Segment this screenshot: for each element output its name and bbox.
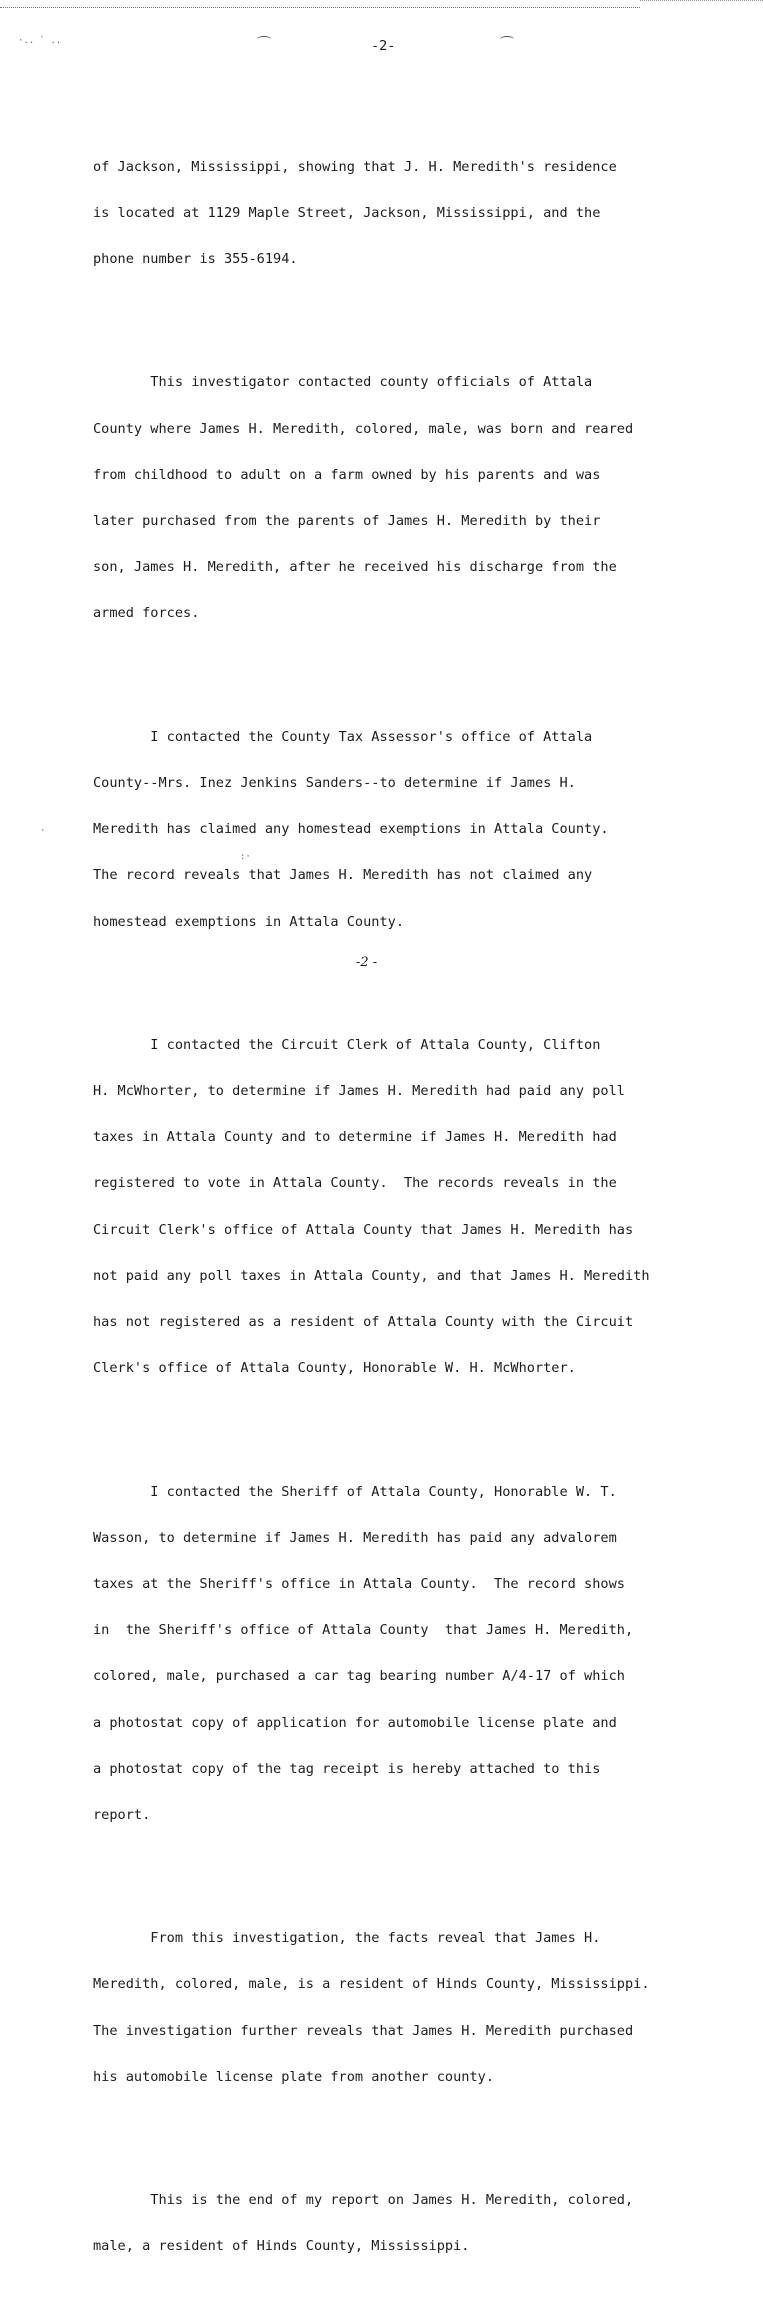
paragraph-residence: [93, 129, 733, 298]
text-line: colored, male, purchased a car tag bearing number A/4-17 of which: [93, 1668, 625, 1685]
text-line: homestead exemptions in Attala County.: [93, 913, 404, 930]
text-line: I contacted the Circuit Clerk of Attala County, Clifton: [93, 1036, 601, 1053]
text-line: This investigator contacted county officials of Attala: [93, 374, 593, 391]
text-line: phone number is 355-6194.: [93, 251, 298, 268]
text-line: Clerk's office of Attala County, Honorable W. H. McWhorter.: [93, 1360, 576, 1377]
text-line: later purchased from the parents of James H. Meredith by their: [93, 512, 601, 529]
text-line: not paid any poll taxes in Attala County, and that James H. Meredith: [93, 1267, 650, 1284]
paragraph-conclusion: [93, 2162, 733, 2285]
footer-page-number: -2 -: [356, 955, 378, 970]
header-arc-right: [500, 36, 514, 43]
text-line: from childhood to adult on a farm owned by his parents and was: [93, 466, 601, 483]
text-line: From this investigation, the facts reveal that James H.: [93, 1930, 601, 1947]
scan-speck: ·: [40, 826, 46, 836]
text-line: son, James H. Meredith, after he received his discharge from the: [93, 559, 617, 576]
text-line: taxes in Attala County and to determine if James H. Meredith had: [93, 1129, 617, 1146]
text-line: County where James H. Meredith, colored, male, was born and reared: [93, 420, 634, 437]
text-line: Wasson, to determine if James H. Meredith has paid any advalorem: [93, 1529, 617, 1546]
text-line: male, a resident of Hinds County, Mississippi.: [93, 2238, 470, 2255]
header-arc-left: [257, 36, 271, 43]
text-line: report.: [93, 1807, 151, 1824]
text-line: a photostat copy of the tag receipt is hereby attached to this: [93, 1760, 601, 1777]
paragraph-circuit-clerk: [93, 1007, 733, 1408]
text-line: The record reveals that James H. Meredith has not claimed any: [93, 867, 593, 884]
text-line: The investigation further reveals that James H. Meredith purchased: [93, 2022, 634, 2039]
paragraph-sheriff: [93, 1454, 733, 1855]
paragraph-findings: [93, 1900, 733, 2116]
text-line: This is the end of my report on James H. Meredith, colored,: [93, 2192, 634, 2209]
paragraph-county-officials: [93, 344, 733, 652]
text-line: taxes at the Sheriff's office in Attala County. The record shows: [93, 1575, 625, 1592]
document-body: [93, 98, 733, 2301]
text-line: armed forces.: [93, 605, 200, 622]
text-line: his automobile license plate from another county.: [93, 2068, 495, 2085]
text-line: in the Sheriff's office of Attala County that James H. Meredith,: [93, 1622, 634, 1639]
text-line: I contacted the County Tax Assessor's office of Attala: [93, 728, 593, 745]
text-line: Meredith, colored, male, is a resident of Hinds County, Mississippi.: [93, 1976, 650, 1993]
scan-speck: :·: [240, 852, 251, 862]
top-edge-rule-right: [640, 0, 763, 1]
scan-speck: ·.. ` ..: [18, 36, 62, 46]
text-line: has not registered as a resident of Attala County with the Circuit: [93, 1314, 634, 1331]
text-line: of Jackson, Mississippi, showing that J. H. Meredith's residence: [93, 158, 617, 175]
paragraph-tax-assessor: [93, 699, 733, 961]
header-page-number: -2-: [371, 38, 396, 54]
text-line: Circuit Clerk's office of Attala County that James H. Meredith has: [93, 1221, 634, 1238]
text-line: Meredith has claimed any homestead exemptions in Attala County.: [93, 821, 609, 838]
text-line: is located at 1129 Maple Street, Jackson, Mississippi, and the: [93, 204, 601, 221]
text-line: H. McWhorter, to determine if James H. Meredith had paid any poll: [93, 1082, 625, 1099]
text-line: I contacted the Sheriff of Attala County, Honorable W. T.: [93, 1483, 617, 1500]
text-line: a photostat copy of application for automobile license plate and: [93, 1714, 617, 1731]
text-line: County--Mrs. Inez Jenkins Sanders--to determine if James H.: [93, 774, 576, 791]
text-line: registered to vote in Attala County. The records reveals in the: [93, 1175, 617, 1192]
top-edge-rule: [0, 7, 640, 8]
